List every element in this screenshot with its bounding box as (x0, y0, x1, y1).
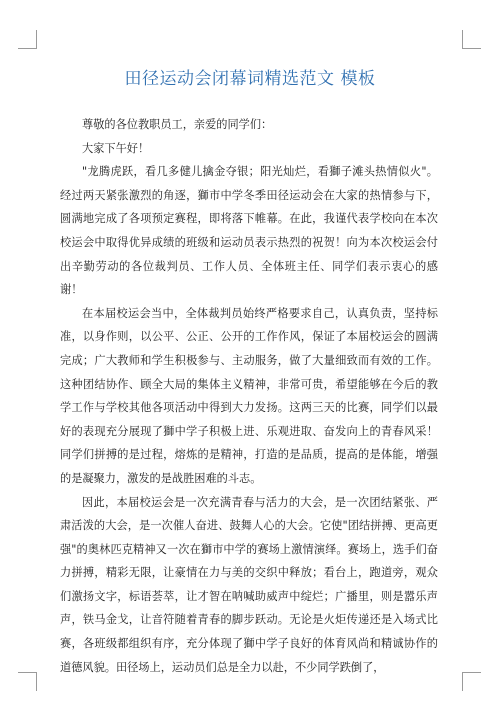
document-title: 田径运动会闭幕词精选范文 模板 (124, 69, 376, 89)
crop-mark-top-left (18, 30, 37, 49)
document-body (60, 113, 438, 679)
paragraph-review: 在本届校运会当中，全体裁判员始终严格要求自己，认真负责，坚持标准，以身作则，以公平、公正、公开的工作作风，保证了本届校运会的圆满完成；广大教师和学生积极参与、主动服务，做了大量细致而有效的工作。这种团结协作、顾全大局的集体主义精神，非常可贵，希望能够在今后的教学工作与学校其他各项活动中得到大力发扬。这两三天的比赛，同学们以最好的表现充分展现了獅中学子积极上进、乐观进取、奋发向上的青春风采！同学们拼搏的是过程，熔炼的是精神，打造的是品质，提高的是体能，增强的是凝聚力，激发的是战胜困难的斗志。 (60, 306, 438, 485)
paragraph-summary: 因此，本届校运会是一次充满青春与活力的大会，是一次团结紧张、严肃活泼的大会，是一次催人奋进、鼓舞人心的大会。它使"团结拼搏、更高更强"的奥林匹克精神又一次在獅市中学的赛场上激情演绎。赛场上，选手们奋力拼搏，精彩无限，让豪情在力与美的交织中释放；看台上，跑道旁，观众们激扬文字，标语荟萃，让才智在呐喊助威声中绽烂；广播里，则是嚣乐声声，铁马金戈，让音符随着青春的脚步跃动。无论是火炬传递还是入场式比赛，各班级都组织有序，充分体现了獅中学子良好的体育风尚和精诚协作的道德风貌。田径场上，运动员们总是全力以赴，不少同学跌倒了， (60, 495, 438, 674)
crop-mark-bottom-left (18, 672, 37, 691)
paragraph-opening: "龙腾虎跃，看几多健儿擒金夺银；阳光灿烂，看獅子滩头热情似火"。经过两天紧张激烈的角逐，獅市中学冬季田径运动会在大家的热情参与下，圆满地完成了各项预定赛程，即将落下帷幕。在此，我谨代表学校向在本次校运会中取得优异成绩的班级和运动员表示热烈的祝贺！向为本次校运会付出辛勤劳动的各位裁判员、工作人员、全体班主任、同学们表示衷心的感谢！ (60, 165, 438, 297)
crop-mark-top-right (462, 30, 481, 49)
salutation: 尊敬的各位教职员工，亲爱的同学们： (82, 118, 273, 131)
crop-mark-bottom-right (462, 672, 481, 691)
greeting: 大家下午好！ (82, 141, 150, 155)
